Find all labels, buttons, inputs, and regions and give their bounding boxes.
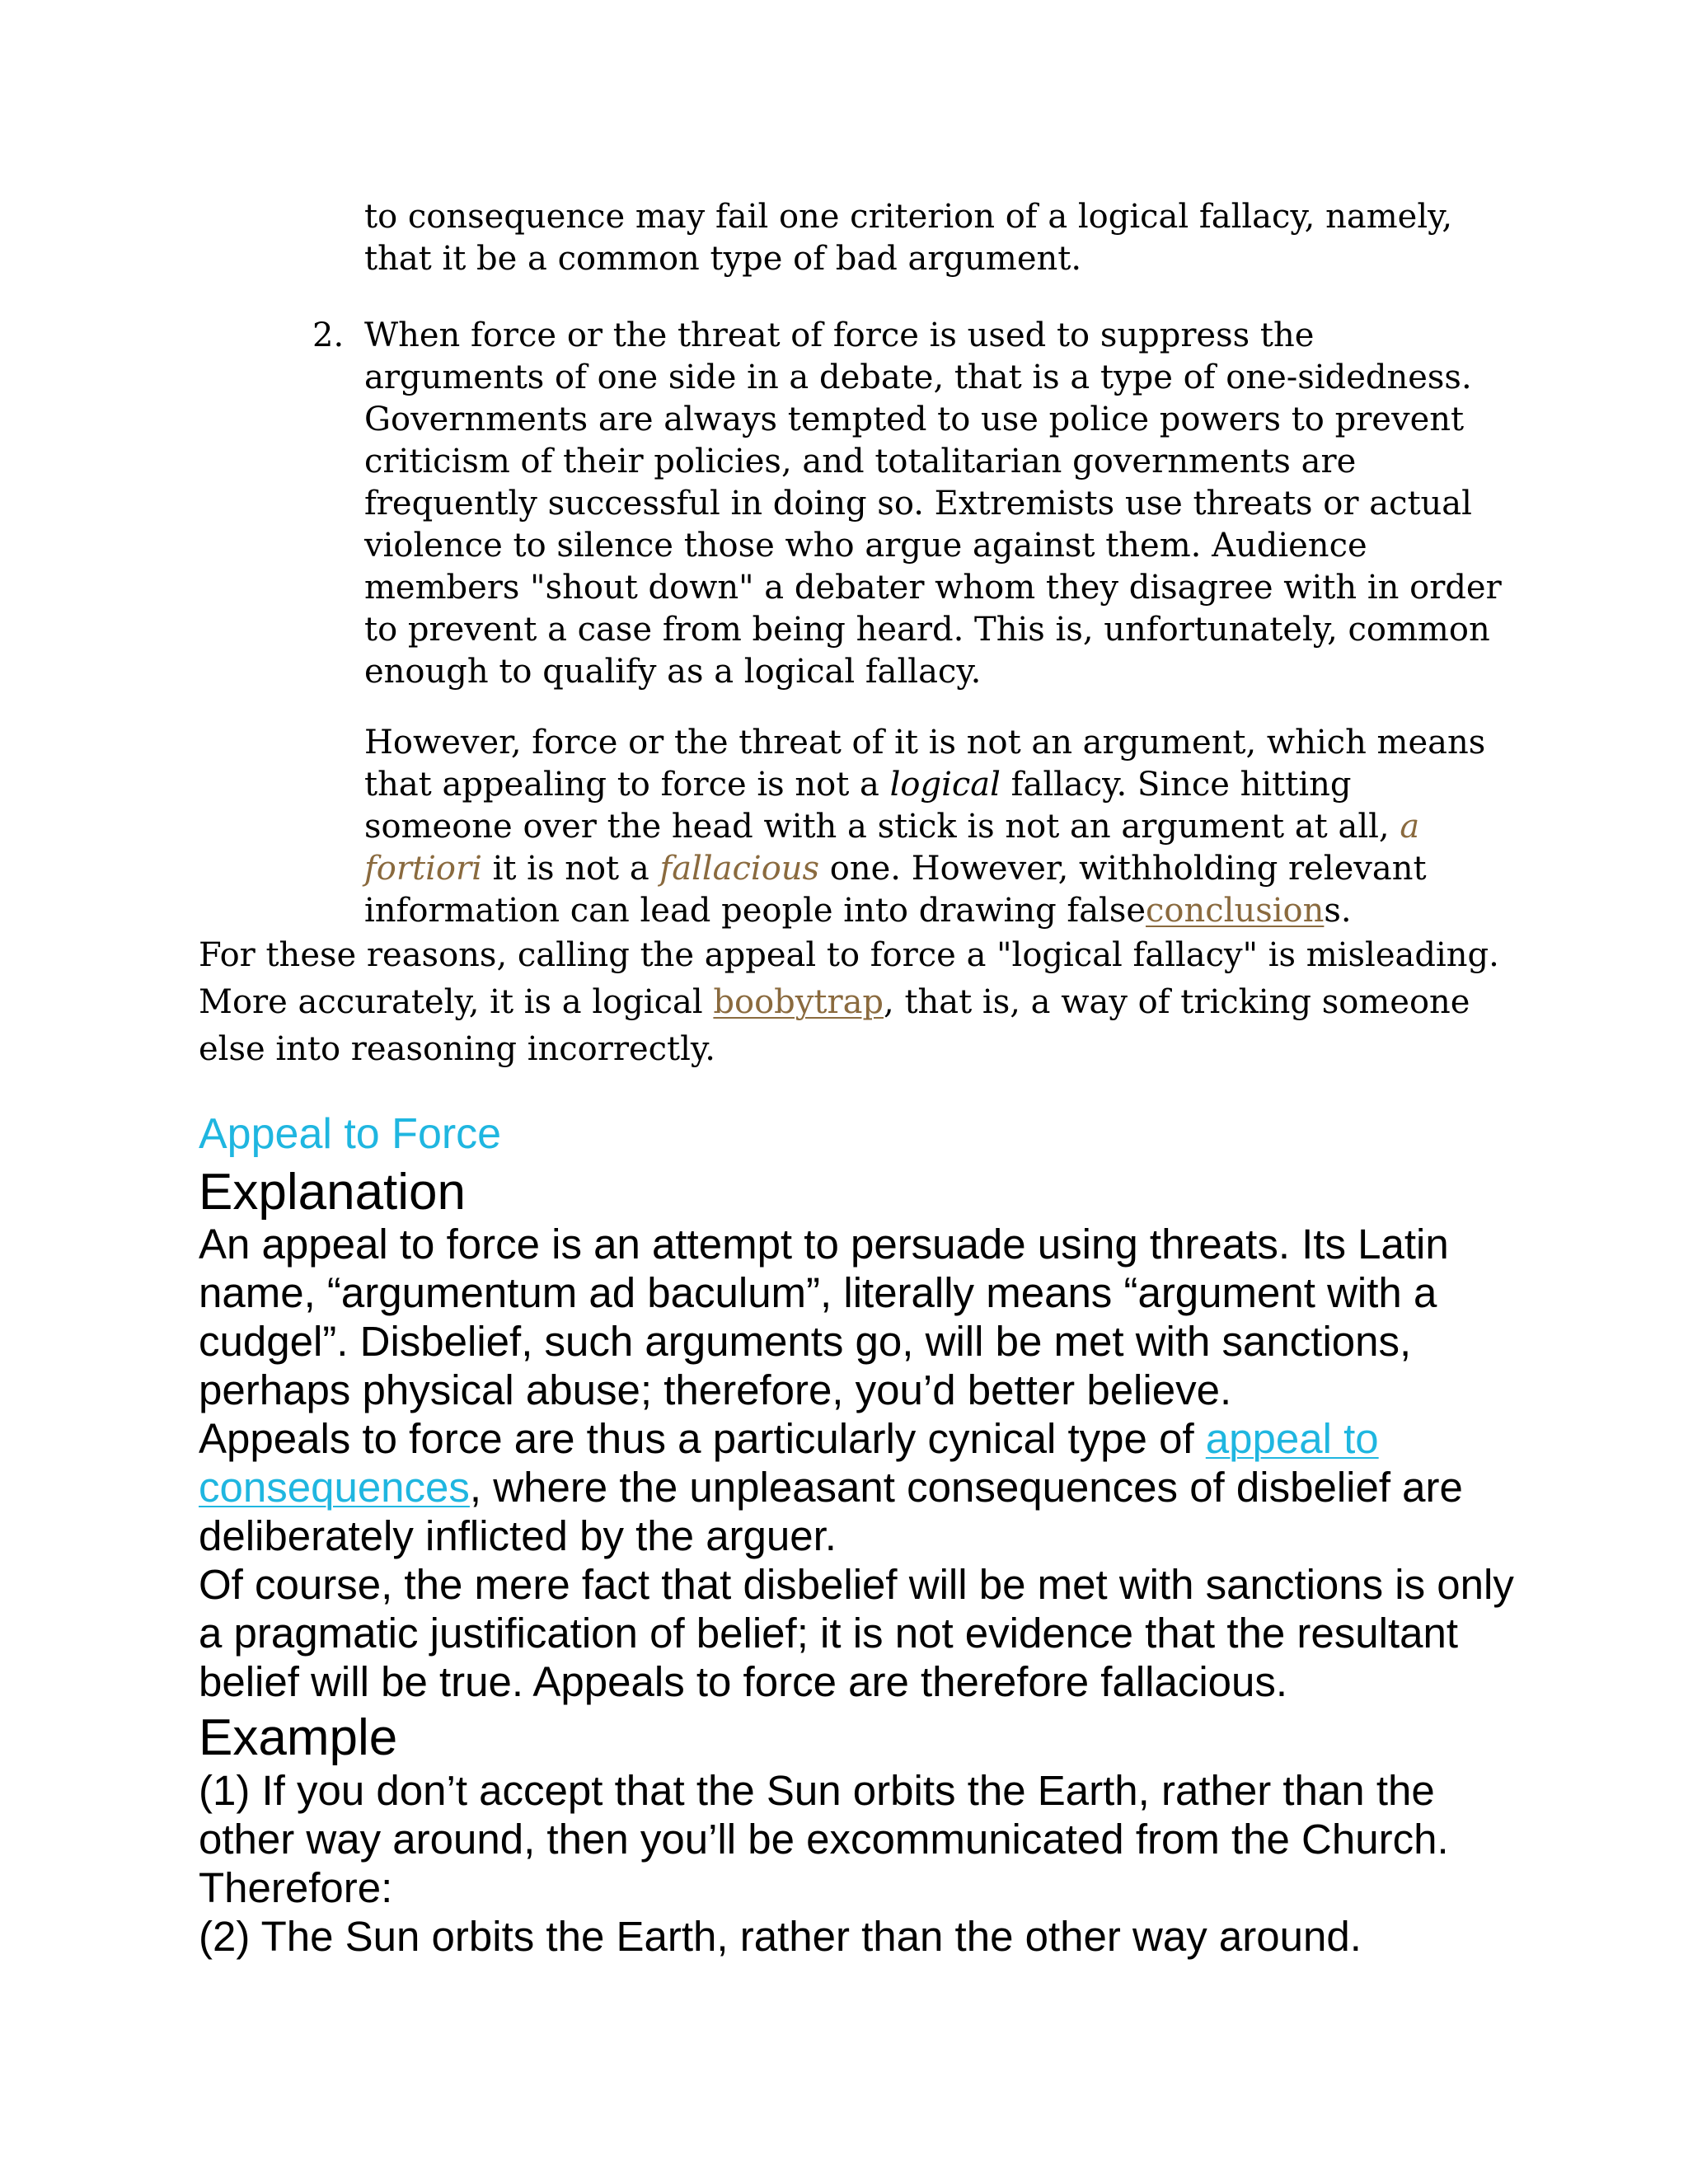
text-run: it is not a bbox=[481, 850, 660, 888]
example-premise: (1) If you don’t accept that the Sun orbits the Earth, rather than the other way around, then you’ll be excommunicated from the Church. bbox=[199, 1767, 1449, 1863]
fallacious-term[interactable]: fallacious bbox=[659, 850, 820, 888]
list-number: 2. bbox=[312, 316, 345, 354]
appeal-to-force-heading: Appeal to Force bbox=[199, 1110, 502, 1158]
list-item-2 bbox=[312, 315, 1502, 693]
appeal-to-consequences-link[interactable]: appeal to consequences bbox=[199, 1415, 1379, 1511]
conclusion-link[interactable]: conclusion bbox=[1146, 892, 1325, 930]
text-run: , that is, a way of tricking someone else into reasoning incorrectly. bbox=[199, 983, 1470, 1068]
closing-paragraph bbox=[199, 932, 1501, 1073]
example-heading: Example bbox=[199, 1709, 398, 1766]
text-run: , where the unpleasant consequences of disbelief are deliberately inflicted by the arguer. bbox=[199, 1464, 1463, 1559]
text-run: For these reasons, calling the appeal to force a "logical fallacy" is misleading. More accurately, it is a logical bbox=[199, 936, 1499, 1021]
a-fortiori-term[interactable]: a fortiori bbox=[364, 808, 1420, 888]
explanation-heading: Explanation bbox=[199, 1164, 467, 1221]
force-not-argument-paragraph bbox=[364, 722, 1502, 932]
text-run: However, force or the threat of it is not an argument, which means that appealing to force is not a bbox=[364, 724, 1486, 804]
example-therefore: Therefore: bbox=[199, 1864, 393, 1911]
emphasis-logical: logical bbox=[889, 766, 1001, 804]
explanation-paragraph-3: Of course, the mere fact that disbelief will be met with sanctions is only a pragmatic justification of belief; it is not evidence that the resultant belief will be true. Appeals to force are therefore fallacious. bbox=[199, 1561, 1514, 1705]
boobytrap-link[interactable]: boobytrap bbox=[713, 983, 884, 1021]
example-conclusion: (2) The Sun orbits the Earth, rather than the other way around. bbox=[199, 1913, 1362, 1960]
explanation-paragraph-2 bbox=[199, 1414, 1534, 1560]
text-run: Appeals to force are thus a particularly cynical type of bbox=[199, 1415, 1206, 1462]
explanation-paragraph-1: An appeal to force is an attempt to persuade using threats. Its Latin name, “argumentum ad baculum”, literally means “argument with a cudgel”. Disbelief, such arguments go, will be met with sanctions, perhaps physical abuse; therefore, you’d better believe. bbox=[199, 1221, 1449, 1413]
example-block bbox=[199, 1766, 1534, 1961]
text-run: one. However, withholding relevant information can lead people into drawing false bbox=[364, 850, 1427, 930]
list-item-continuation: to consequence may fail one criterion of a logical fallacy, namely, that it be a common type of bad argument. bbox=[364, 198, 1453, 278]
text-run: fallacy. Since hitting someone over the head with a stick is not an argument at all, bbox=[364, 766, 1400, 846]
text-run: s. bbox=[1324, 892, 1352, 930]
list-item-2-text: When force or the threat of force is used to suppress the arguments of one side in a debate, that is a type of one-sidedness. Governments are always tempted to use police powers to prevent criticism of their policies, and totalitarian governments are frequently successful in doing so. Extremists use threats or actual violence to silence those who argue against them. Audience members "shout down" a debater whom they disagree with in order to prevent a case from being heard. This is, unfortunately, common enough to qualify as a logical fallacy. bbox=[364, 316, 1502, 691]
